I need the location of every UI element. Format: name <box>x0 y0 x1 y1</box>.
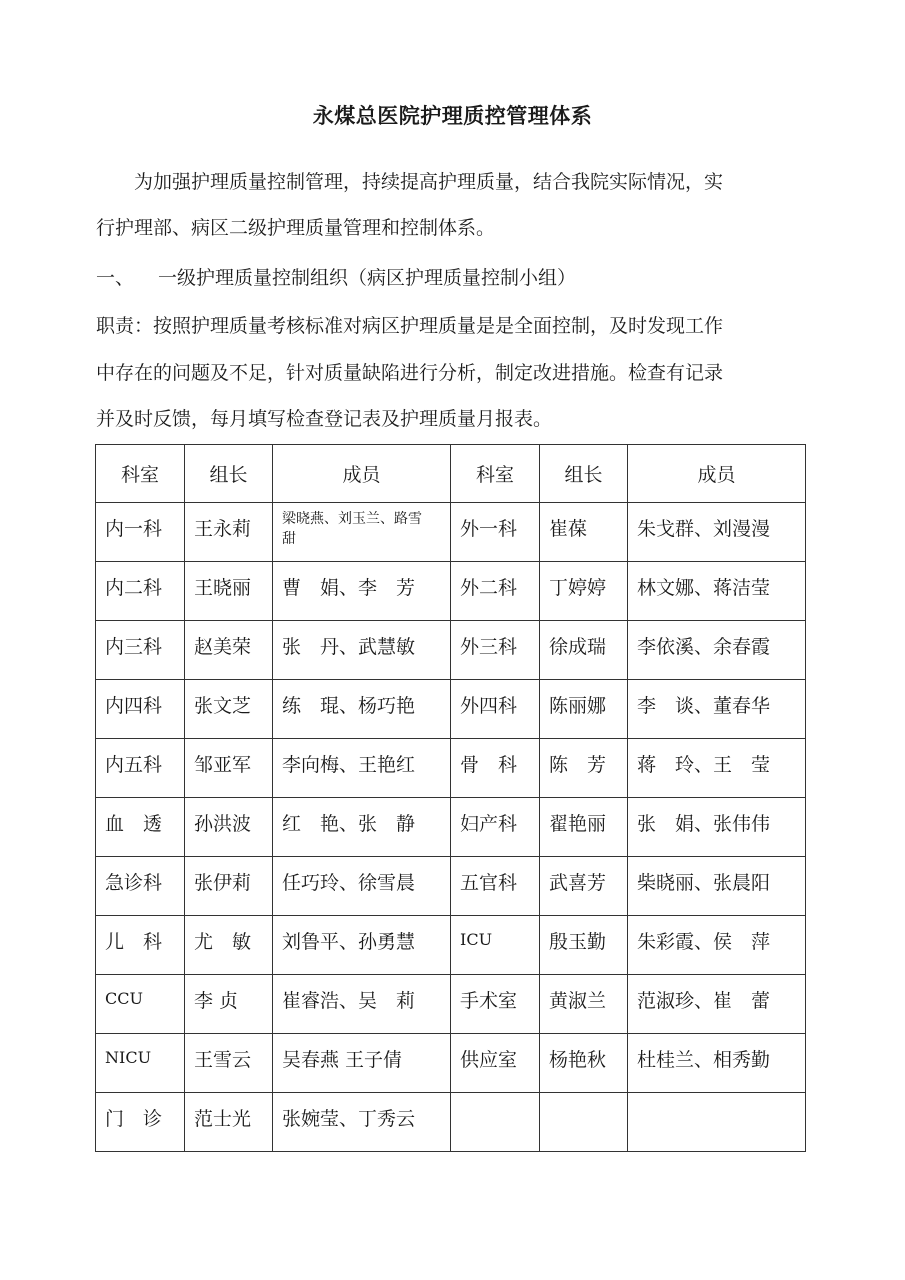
leader-text: 武喜芳 <box>549 872 607 894</box>
department-text: 急诊科 <box>105 872 163 894</box>
members-text: 朱戈群、刘漫漫 <box>637 518 771 540</box>
department-text: 骨 科 <box>460 754 518 776</box>
members-text: 任巧玲、徐雪晨 <box>282 872 416 894</box>
leader-cell <box>185 562 273 621</box>
department-cell <box>451 562 540 621</box>
department-cell <box>451 916 540 975</box>
members-cell <box>273 739 451 798</box>
department-text: NICU <box>105 1048 152 1067</box>
leader-text: 尤 敏 <box>194 931 252 953</box>
leader-cell <box>185 1034 273 1093</box>
members-text: 李向梅、王艳红 <box>282 754 416 776</box>
leader-cell <box>540 739 628 798</box>
members-cell <box>273 975 451 1034</box>
department-text: 内三科 <box>105 636 163 658</box>
header-department: 科室 <box>451 445 540 503</box>
department-text: 内四科 <box>105 695 163 717</box>
leader-text: 杨艳秋 <box>549 1049 607 1071</box>
department-cell <box>451 1034 540 1093</box>
department-text: ICU <box>460 930 493 949</box>
members-cell <box>273 1093 451 1152</box>
department-text: 妇产科 <box>460 813 518 835</box>
header-department: 科室 <box>96 445 185 503</box>
department-cell <box>451 503 540 562</box>
leader-text <box>540 1093 627 1104</box>
leader-text: 赵美荣 <box>194 636 252 658</box>
members-text: 练 琨、杨巧艳 <box>282 695 416 717</box>
leader-text: 范士光 <box>194 1108 252 1130</box>
header-leader: 组长 <box>540 445 628 503</box>
members-text: 林文娜、蒋洁莹 <box>637 577 771 599</box>
leader-cell <box>185 1093 273 1152</box>
duty-paragraph-line-2: 中存在的问题及不足，针对质量缺陷进行分析，制定改进措施。检查有记录 <box>96 362 724 384</box>
header-leader: 组长 <box>185 445 273 503</box>
department-cell <box>451 621 540 680</box>
leader-text: 王雪云 <box>194 1049 252 1071</box>
table-row <box>96 739 806 798</box>
members-text: 蒋 玲、王 莹 <box>637 754 771 776</box>
members-cell <box>273 680 451 739</box>
leader-cell <box>185 798 273 857</box>
leader-text: 徐成瑞 <box>549 636 607 658</box>
table-row <box>96 975 806 1034</box>
department-text: 内一科 <box>105 518 163 540</box>
department-text: 五官科 <box>460 872 518 894</box>
department-cell <box>96 680 185 739</box>
leader-text: 陈丽娜 <box>549 695 607 717</box>
department-text: 外一科 <box>460 518 518 540</box>
members-text: 朱彩霞、侯 萍 <box>637 931 771 953</box>
section-heading-text: 一级护理质量控制组织（病区护理质量控制小组） <box>158 267 577 289</box>
members-cell <box>628 503 806 562</box>
department-cell <box>451 975 540 1034</box>
leader-text: 邹亚军 <box>194 754 252 776</box>
members-text: 曹 娟、李 芳 <box>282 577 416 599</box>
department-text: 门 诊 <box>105 1108 163 1130</box>
members-cell <box>628 1034 806 1093</box>
leader-text: 孙洪波 <box>194 813 252 835</box>
leader-cell <box>185 916 273 975</box>
department-cell <box>451 680 540 739</box>
leader-text: 张伊莉 <box>194 872 252 894</box>
members-text: 柴晓丽、张晨阳 <box>637 872 771 894</box>
members-text: 红 艳、张 静 <box>282 813 416 835</box>
department-cell <box>96 1093 185 1152</box>
members-cell <box>628 916 806 975</box>
members-cell <box>273 857 451 916</box>
members-text: 李 谈、董春华 <box>637 695 771 717</box>
leader-text: 翟艳丽 <box>549 813 607 835</box>
document-title: 永煤总医院护理质控管理体系 <box>312 104 593 128</box>
leader-cell <box>540 680 628 739</box>
leader-cell <box>185 975 273 1034</box>
department-cell <box>96 503 185 562</box>
leader-cell <box>540 621 628 680</box>
department-cell <box>96 739 185 798</box>
department-cell <box>451 1093 540 1152</box>
department-text: 血 透 <box>105 813 163 835</box>
table-row <box>96 798 806 857</box>
leader-cell <box>185 680 273 739</box>
table-row <box>96 1034 806 1093</box>
department-cell <box>96 975 185 1034</box>
leader-cell <box>540 798 628 857</box>
department-text <box>451 1093 539 1104</box>
leader-cell <box>185 621 273 680</box>
members-cell <box>628 680 806 739</box>
leader-cell <box>540 1093 628 1152</box>
members-text: 刘鲁平、孙勇慧 <box>282 931 416 953</box>
section-heading <box>96 253 806 303</box>
leader-text: 王晓丽 <box>194 577 252 599</box>
members-cell <box>628 975 806 1034</box>
department-text: 外四科 <box>460 695 518 717</box>
leader-cell <box>540 857 628 916</box>
members-cell <box>273 503 451 562</box>
leader-cell <box>540 562 628 621</box>
leader-cell <box>540 1034 628 1093</box>
leader-text: 张文芝 <box>194 695 252 717</box>
leader-text: 李 贞 <box>194 990 239 1012</box>
members-cell <box>273 1034 451 1093</box>
leader-cell <box>540 975 628 1034</box>
department-cell <box>96 798 185 857</box>
table-header-row <box>96 445 806 503</box>
leader-text: 殷玉勤 <box>549 931 607 953</box>
members-text <box>628 1093 805 1104</box>
members-cell <box>273 916 451 975</box>
department-text: 内二科 <box>105 577 163 599</box>
department-text: 外三科 <box>460 636 518 658</box>
department-cell <box>96 1034 185 1093</box>
leader-text: 丁婷婷 <box>549 577 607 599</box>
members-text: 杜桂兰、相秀勤 <box>637 1049 771 1071</box>
department-cell <box>451 739 540 798</box>
department-text: 儿 科 <box>105 931 163 953</box>
table-row <box>96 503 806 562</box>
table-row <box>96 621 806 680</box>
members-cell <box>628 562 806 621</box>
leader-text: 陈 芳 <box>549 754 607 776</box>
members-text: 张 娟、张伟伟 <box>637 813 771 835</box>
department-text: 供应室 <box>460 1049 518 1071</box>
table-row <box>96 1093 806 1152</box>
members-cell <box>628 857 806 916</box>
duty-paragraph-line-3: 并及时反馈，每月填写检查登记表及护理质量月报表。 <box>96 408 553 430</box>
leader-cell <box>185 739 273 798</box>
department-cell <box>451 798 540 857</box>
intro-paragraph-line-2: 行护理部、病区二级护理质量管理和控制体系。 <box>96 217 496 239</box>
members-cell <box>628 739 806 798</box>
table-row <box>96 562 806 621</box>
department-cell <box>96 562 185 621</box>
department-cell <box>96 857 185 916</box>
members-text: 梁晓燕、刘玉兰、路雪甜 <box>282 511 422 547</box>
section-number: 一、 <box>96 267 135 289</box>
table-row <box>96 857 806 916</box>
members-text: 崔睿浩、吴 莉 <box>282 990 416 1012</box>
members-cell <box>628 798 806 857</box>
members-text: 张婉莹、丁秀云 <box>282 1108 416 1130</box>
department-text: 手术室 <box>460 990 518 1012</box>
members-text: 范淑珍、崔 蕾 <box>637 990 771 1012</box>
leader-cell <box>540 916 628 975</box>
department-cell <box>96 916 185 975</box>
quality-control-team-table <box>95 444 806 1152</box>
intro-paragraph-line-1: 为加强护理质量控制管理，持续提高护理质量，结合我院实际情况，实 <box>134 171 724 193</box>
members-cell <box>273 621 451 680</box>
duty-paragraph-line-1: 职责：按照护理质量考核标准对病区护理质量是是全面控制，及时发现工作 <box>96 315 724 337</box>
header-members: 成员 <box>273 445 451 503</box>
members-text: 张 丹、武慧敏 <box>282 636 416 658</box>
department-cell <box>451 857 540 916</box>
department-text: CCU <box>105 989 143 1008</box>
leader-text: 崔葆 <box>549 518 588 540</box>
members-cell <box>628 621 806 680</box>
members-cell <box>273 562 451 621</box>
leader-cell <box>185 857 273 916</box>
members-text: 吴春燕 王子倩 <box>282 1049 403 1071</box>
department-text: 外二科 <box>460 577 518 599</box>
table-row <box>96 680 806 739</box>
table-row <box>96 916 806 975</box>
members-text: 李依溪、余春霞 <box>637 636 771 658</box>
leader-cell <box>540 503 628 562</box>
members-cell <box>628 1093 806 1152</box>
leader-text: 王永莉 <box>194 518 252 540</box>
leader-text: 黄淑兰 <box>549 990 607 1012</box>
department-text: 内五科 <box>105 754 163 776</box>
header-members: 成员 <box>628 445 806 503</box>
leader-cell <box>185 503 273 562</box>
members-cell <box>273 798 451 857</box>
department-cell <box>96 621 185 680</box>
